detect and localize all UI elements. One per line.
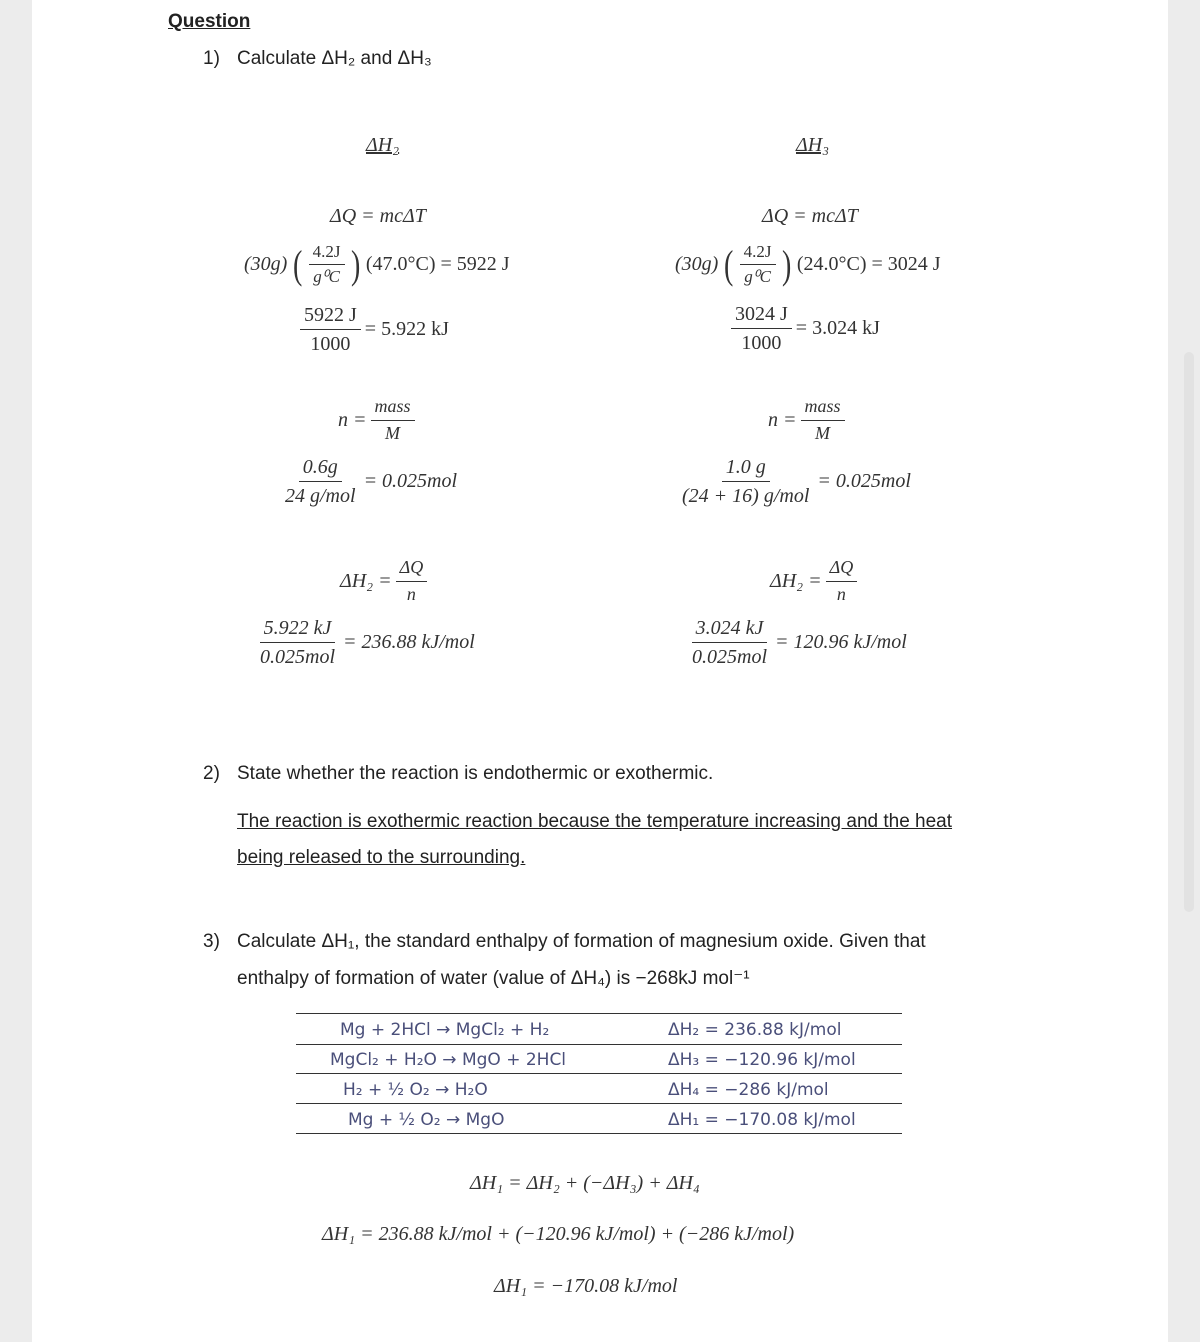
right-dt-result: (24.0°C) = 3024 J [796, 253, 941, 276]
hw-rule-1 [296, 1044, 902, 1045]
right-heat-formula: ΔQ = mcΔT [762, 205, 858, 227]
left-conversion: $\frac{5922 J}{1000}$ = 5.922 kJ [300, 303, 449, 356]
vertical-scrollbar[interactable] [1184, 352, 1194, 912]
left-moles-formula: n = $\frac{\text{mass}}{M}$ [338, 396, 415, 444]
left-enthalpy-formula: ΔH₂ = $\frac{\Delta Q}{n}$ [340, 557, 427, 605]
q3-text-line1: Calculate ΔH₁, the standard enthalpy of formation of magnesium oxide. Given that [237, 931, 926, 952]
left-moles-calc: $\frac{0.6g}{\text{24 g/mol}}$ = 0.025mol [285, 456, 458, 507]
left-heat-calc: (30g) ( $\frac{4.2J}{\text{g⁰C}}$ ) (47.0°C) = 5922 J [244, 241, 510, 287]
hw-enthalpy-4: ΔH₁ = −170.08 kJ/mol [668, 1110, 856, 1130]
q1-text: Calculate ΔH₂ and ΔH₃ [237, 48, 432, 69]
hw-rule-3 [296, 1103, 902, 1104]
hw-enthalpy-2: ΔH₃ = −120.96 kJ/mol [668, 1050, 856, 1070]
right-mass: (30g) [675, 253, 719, 276]
question-heading: Question [168, 11, 251, 32]
left-specific-heat: $\frac{4.2J}{\text{g⁰C}}$ [309, 242, 345, 288]
hess-result: ΔH₁ = −170.08 kJ/mol [494, 1275, 678, 1297]
right-heat-calc: (30g) ( $\frac{4.2J}{\text{g⁰C}}$ ) (24.0°C) = 3024 J [675, 241, 941, 287]
left-enthalpy-result: $\frac{5.922 kJ}{\text{0.025mol}}$ = 236.88 kJ/mol [260, 617, 475, 668]
right-title: ΔH₃ [796, 134, 830, 156]
right-enthalpy-formula: ΔH₂ = $\frac{\Delta Q}{n}$ [770, 557, 857, 605]
hw-enthalpy-1: ΔH₂ = 236.88 kJ/mol [668, 1020, 842, 1040]
left-title: ΔH₂ [366, 134, 400, 156]
hw-reaction-2: MgCl₂ + H₂O → MgO + 2HCl [330, 1050, 567, 1070]
q2-answer-line2: being released to the surrounding. [237, 847, 526, 868]
hess-substitution: ΔH₁ = 236.88 kJ/mol + (−120.96 kJ/mol) + (−286 kJ/mol) [322, 1223, 795, 1245]
q2-answer-line1: The reaction is exothermic reaction because the temperature increasing and the heat [237, 811, 953, 832]
right-moles-formula: n = $\frac{\text{mass}}{M}$ [768, 396, 845, 444]
right-specific-heat: $\frac{4.2J}{\text{g⁰C}}$ [740, 242, 776, 288]
hw-rule-4 [296, 1133, 902, 1134]
hw-reaction-4: Mg + ½ O₂ → MgO [348, 1110, 505, 1130]
q3-number: 3) [203, 931, 220, 952]
q1-number: 1) [203, 48, 220, 69]
hw-enthalpy-3: ΔH₄ = −286 kJ/mol [668, 1080, 829, 1100]
hess-equation: ΔH₁ = ΔH₂ + (−ΔH₃) + ΔH₄ [470, 1172, 700, 1194]
left-heat-formula: ΔQ = mcΔT [330, 205, 426, 227]
left-dt-result: (47.0°C) = 5922 J [365, 253, 510, 276]
q2-text: State whether the reaction is endothermic or exothermic. [237, 763, 714, 784]
left-mass: (30g) [244, 253, 288, 276]
hw-reaction-3: H₂ + ½ O₂ → H₂O [343, 1080, 488, 1100]
q2-number: 2) [203, 763, 220, 784]
hw-rule-0 [296, 1013, 902, 1014]
hw-reaction-1: Mg + 2HCl → MgCl₂ + H₂ [340, 1020, 550, 1040]
q3-text-line2: enthalpy of formation of water (value of ΔH₄) is −268kJ mol⁻¹ [237, 968, 750, 989]
right-conversion: $\frac{3024 J}{1000}$ = 3.024 kJ [731, 302, 880, 355]
right-moles-calc: $\frac{1.0 g}{\text{(24 + 16) g/mol}}$ = 0.025mol [682, 456, 911, 507]
document-page [32, 0, 1168, 1342]
right-enthalpy-result: $\frac{3.024 kJ}{\text{0.025mol}}$ = 120.96 kJ/mol [692, 617, 907, 668]
hw-rule-2 [296, 1073, 902, 1074]
